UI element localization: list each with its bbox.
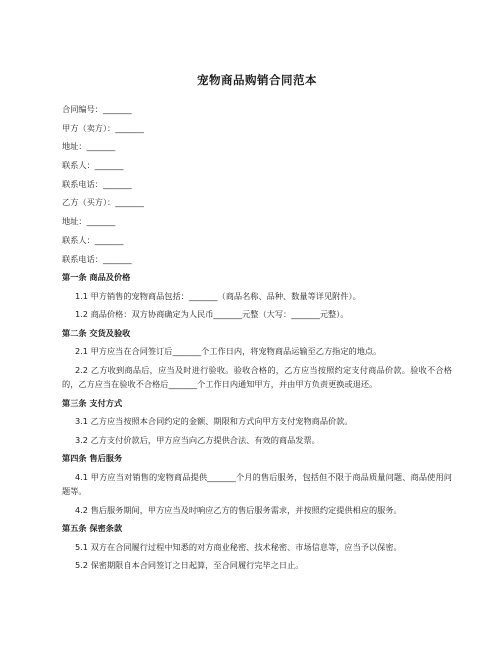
section-3 [62, 396, 452, 448]
party-a-address-field: 地址：_______ [62, 141, 116, 152]
clause-5-2: 5.2 保密期限自本合同签订之日起算，至合同履行完毕之日止。 [75, 560, 304, 571]
section-2 [62, 326, 452, 392]
clause-1-2: 1.2 商品价格：双方协商确定为人民币_______元整（大写：_______元整）。 [75, 309, 349, 320]
party-a-name-field: 甲方（卖方）：_______ [62, 122, 144, 133]
section-heading: 第五条 保密条款 [62, 523, 123, 534]
document-title: 宠物商品购销合同范本 [197, 73, 317, 87]
contract-header-fields [62, 102, 452, 266]
contract-number-field: 合同编号：_______ [62, 104, 132, 114]
party-a-phone-field: 联系电话：_______ [62, 178, 132, 189]
clause-4-1: 4.1 甲方应当对销售的宠物商品提供_______个月的售后服务，包括但不限于商品质量问题、商品使用问题等。 [62, 471, 452, 497]
section-heading: 第三条 支付方式 [62, 397, 123, 408]
section-heading: 第一条 商品及价格 [62, 272, 131, 283]
clause-1-1: 1.1 甲方销售的宠物商品包括：_______（商品名称、品种、数量等详见附件）。 [75, 290, 361, 301]
section-heading: 第二条 交货及验收 [62, 327, 131, 338]
section-4 [62, 451, 452, 517]
clause-2-1: 2.1 甲方应当在合同签订后_______个工作日内，将宠物商品运输至乙方指定的地点。 [75, 346, 382, 357]
clause-5-1: 5.1 双方在合同履行过程中知悉的对方商业秘密、技术秘密、市场信息等，应当予以保密。 [75, 541, 402, 552]
clause-4-2: 4.2 售后服务期间，甲方应当及时响应乙方的售后服务需求，并按照约定提供相应的服务。 [75, 504, 402, 515]
party-b-phone-field: 联系电话：_______ [62, 253, 132, 264]
party-b-name-field: 乙方（买方）：_______ [62, 197, 144, 208]
section-1 [62, 270, 452, 322]
party-b-address-field: 地址：_______ [62, 216, 116, 227]
party-a-contact-field: 联系人：_______ [62, 160, 124, 171]
section-5 [62, 521, 452, 573]
party-b-contact-field: 联系人：_______ [62, 234, 124, 245]
clause-3-1: 3.1 乙方应当按照本合同约定的金额、期限和方式向甲方支付宠物商品价款。 [75, 416, 353, 427]
clause-3-2: 3.2 乙方支付价款后，甲方应当向乙方提供合法、有效的商品发票。 [75, 434, 320, 445]
section-heading: 第四条 售后服务 [62, 453, 123, 464]
clause-2-2: 2.2 乙方收到商品后，应当及时进行验收。验收合格的，乙方应当按照约定支付商品价款。验收不合格的，乙方应当在验收不合格后_______个工作日内通知甲方，并由甲方负责更换或退还。 [62, 364, 452, 390]
